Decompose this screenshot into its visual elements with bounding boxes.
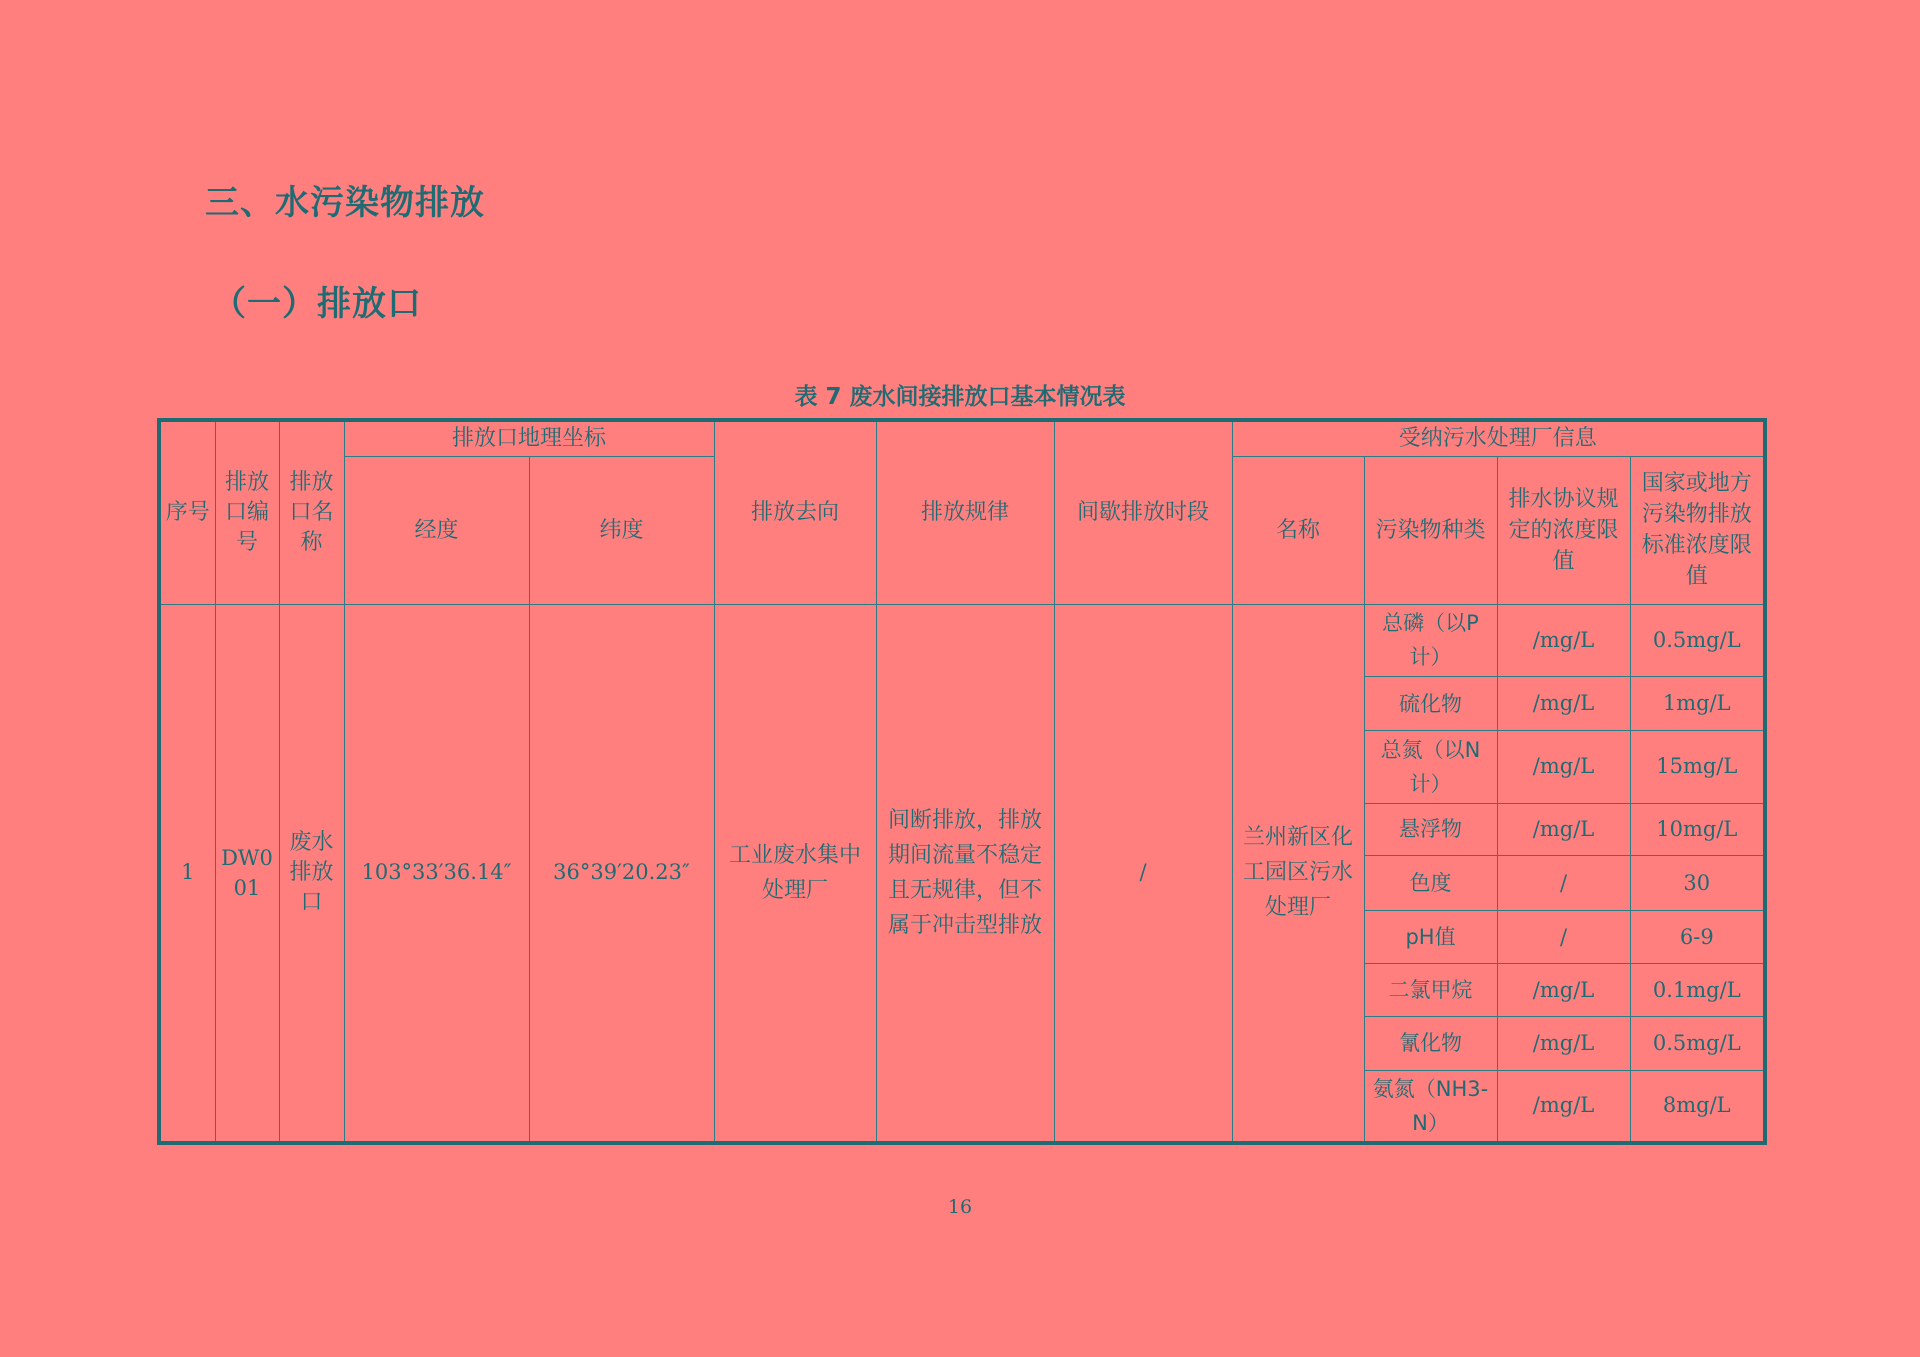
cell-intermittent-period: / [1054, 604, 1232, 1143]
cell-standard-limit: 6-9 [1630, 910, 1765, 964]
table-caption: 表 7 废水间接排放口基本情况表 [794, 384, 1126, 410]
header-standard-limit: 国家或地方污染物排放标准浓度限值 [1630, 456, 1765, 604]
table-row [159, 604, 1765, 677]
cell-standard-limit: 1mg/L [1630, 677, 1765, 731]
header-plant-info: 受纳污水处理厂信息 [1232, 420, 1765, 456]
cell-agreement-limit: /mg/L [1497, 1070, 1630, 1143]
cell-pollutant-name: 二氯甲烷 [1364, 964, 1497, 1017]
cell-pollutant-name: 悬浮物 [1364, 803, 1497, 856]
cell-agreement-limit: /mg/L [1497, 964, 1630, 1017]
cell-standard-limit: 30 [1630, 856, 1765, 911]
header-seq: 序号 [159, 420, 215, 604]
cell-pollutant-name: pH值 [1364, 910, 1497, 964]
subsection-heading: （一）排放口 [212, 284, 422, 324]
cell-standard-limit: 15mg/L [1630, 730, 1765, 803]
header-pollutant-type: 污染物种类 [1364, 456, 1497, 604]
cell-pollutant-name: 氨氮（NH3-N） [1364, 1070, 1497, 1143]
cell-standard-limit: 0.5mg/L [1630, 1017, 1765, 1071]
cell-standard-limit: 0.1mg/L [1630, 964, 1765, 1017]
cell-agreement-limit: /mg/L [1497, 803, 1630, 856]
cell-agreement-limit: /mg/L [1497, 1017, 1630, 1071]
header-plant-name: 名称 [1232, 456, 1364, 604]
outlet-table [157, 418, 1767, 1145]
cell-agreement-limit: /mg/L [1497, 604, 1630, 677]
cell-pollutant-name: 硫化物 [1364, 677, 1497, 731]
page-number: 16 [947, 1196, 973, 1218]
cell-outlet-id: DW001 [215, 604, 279, 1143]
header-destination: 排放去向 [714, 420, 876, 604]
cell-pollutant-name: 氰化物 [1364, 1017, 1497, 1071]
cell-agreement-limit: /mg/L [1497, 730, 1630, 803]
header-outlet-name: 排放口名称 [279, 420, 344, 604]
header-geo-coordinates: 排放口地理坐标 [344, 420, 714, 456]
cell-pollutant-name: 色度 [1364, 856, 1497, 911]
cell-outlet-name: 废水排放口 [279, 604, 344, 1143]
header-intermittent-period: 间歇排放时段 [1054, 420, 1232, 604]
cell-standard-limit: 10mg/L [1630, 803, 1765, 856]
header-agreement-limit: 排水协议规定的浓度限值 [1497, 456, 1630, 604]
header-longitude: 经度 [344, 456, 529, 604]
cell-pollutant-name: 总磷（以P计） [1364, 604, 1497, 677]
cell-plant-name: 兰州新区化工园区污水处理厂 [1232, 604, 1364, 1143]
cell-pattern: 间断排放，排放期间流量不稳定且无规律，但不属于冲击型排放 [876, 604, 1054, 1143]
cell-agreement-limit: /mg/L [1497, 677, 1630, 731]
cell-longitude: 103°33′36.14″ [344, 604, 529, 1143]
cell-pollutant-name: 总氮（以N计） [1364, 730, 1497, 803]
section-heading: 三、水污染物排放 [205, 183, 485, 223]
header-latitude: 纬度 [529, 456, 714, 604]
header-row-1 [159, 420, 1765, 456]
cell-seq: 1 [159, 604, 215, 1143]
header-pattern: 排放规律 [876, 420, 1054, 604]
cell-standard-limit: 0.5mg/L [1630, 604, 1765, 677]
cell-latitude: 36°39′20.23″ [529, 604, 714, 1143]
cell-agreement-limit: / [1497, 910, 1630, 964]
cell-destination: 工业废水集中处理厂 [714, 604, 876, 1143]
cell-standard-limit: 8mg/L [1630, 1070, 1765, 1143]
cell-agreement-limit: / [1497, 856, 1630, 911]
header-outlet-id: 排放口编号 [215, 420, 279, 604]
